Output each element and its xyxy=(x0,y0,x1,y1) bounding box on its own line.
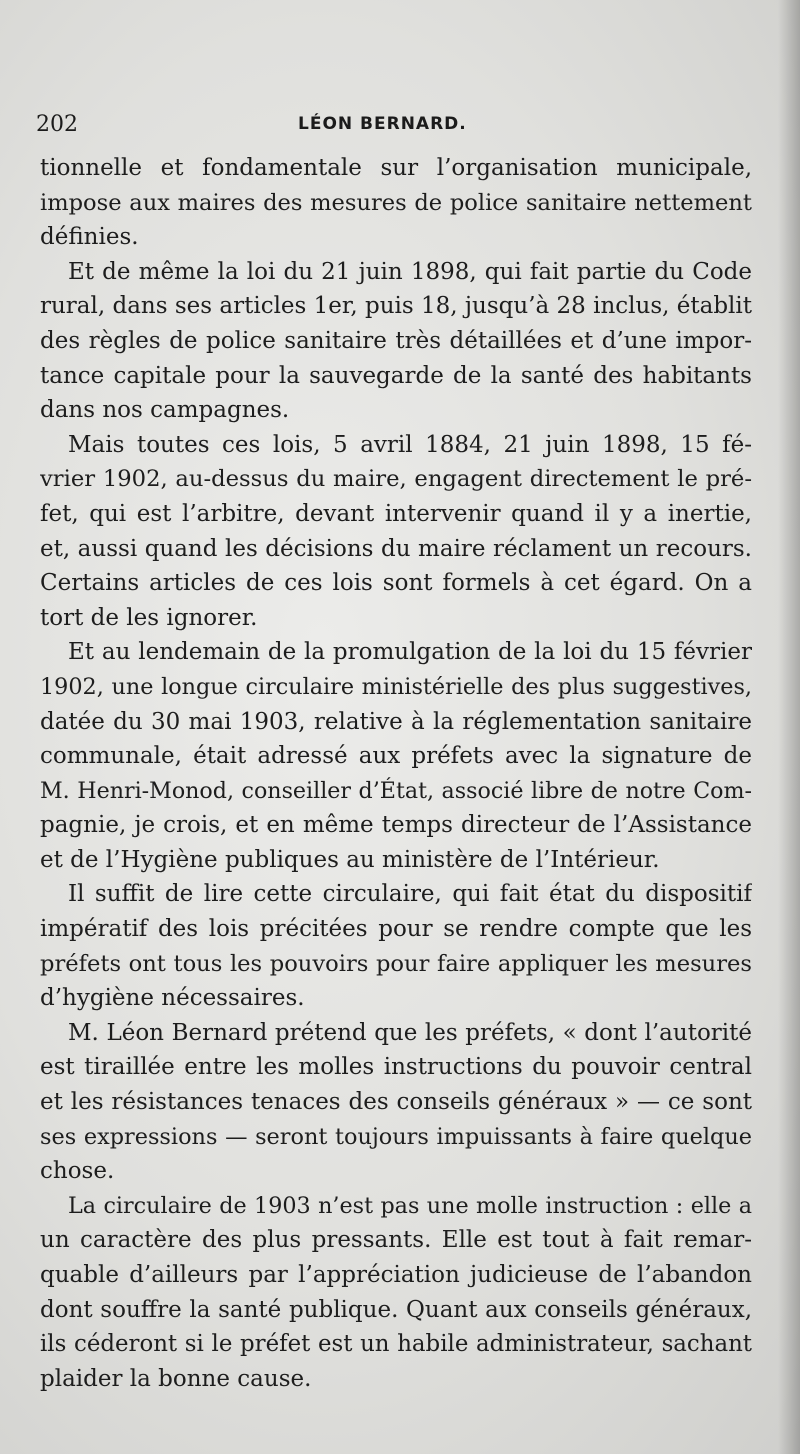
text-line: pagnie, je crois, et en même temps directeur de l’Assistance xyxy=(40,812,752,839)
text-line: et les résistances tenaces des conseils généraux » — ce sont xyxy=(40,1089,752,1116)
text-line: datée du 30 mai 1903, relative à la réglementation sanitaire xyxy=(40,708,752,735)
text-line: d’hygiène nécessaires. xyxy=(40,985,305,1012)
text-line: ils céderont si le préfet est un habile administrateur, sachant xyxy=(40,1331,752,1358)
text-line: communale, était adressé aux préfets avec la signature de xyxy=(40,743,752,770)
text-line: et, aussi quand les décisions du maire réclament un recours. xyxy=(40,535,752,562)
body-text xyxy=(40,151,752,1396)
text-line: impératif des lois précitées pour se rendre compte que les xyxy=(40,916,752,943)
paragraph-first-line: Et de même la loi du 21 juin 1898, qui fait partie du Code xyxy=(68,258,752,285)
paragraph-first-line: Il suffit de lire cette circulaire, qui fait état du dispositif xyxy=(68,881,752,908)
text-line: préfets ont tous les pouvoirs pour faire appliquer les mesures xyxy=(40,950,752,977)
text-line: est tiraillée entre les molles instructions du pouvoir central xyxy=(40,1054,752,1081)
page-number: 202 xyxy=(36,112,78,137)
text-line: rural, dans ses articles 1er, puis 18, jusqu’à 28 inclus, établit xyxy=(40,293,752,320)
text-line: et de l’Hygiène publiques au ministère de l’Intérieur. xyxy=(40,846,660,873)
text-line: vrier 1902, au-dessus du maire, engagent directement le pré- xyxy=(40,466,752,493)
text-line: tance capitale pour la sauvegarde de la santé des habitants xyxy=(40,362,752,389)
paragraph-first-line: Et au lendemain de la promulgation de la loi du 15 février xyxy=(68,639,752,666)
text-line: ses expressions — seront toujours impuissants à faire quelque xyxy=(40,1123,752,1150)
page-edge-shadow xyxy=(778,0,800,1454)
page-header xyxy=(36,112,756,142)
text-line: fet, qui est l’arbitre, devant intervenir quand il y a inertie, xyxy=(40,500,752,527)
text-line: tionnelle et fondamentale sur l’organisation municipale, xyxy=(40,155,752,181)
text-line: dans nos campagnes. xyxy=(40,397,290,424)
paragraph-first-line: Mais toutes ces lois, 5 avril 1884, 21 juin 1898, 15 fé- xyxy=(68,431,752,458)
paragraph-first-line: La circulaire de 1903 n’est pas une molle instruction : elle a xyxy=(68,1192,752,1219)
text-line: tort de les ignorer. xyxy=(40,604,258,631)
text-line: M. Henri-Monod, conseiller d’État, associé libre de notre Com- xyxy=(40,777,752,804)
text-line: plaider la bonne cause. xyxy=(40,1365,312,1392)
text-line: impose aux maires des mesures de police sanitaire nettement xyxy=(40,189,752,216)
text-line: des règles de police sanitaire très détaillées et d’une impor- xyxy=(40,327,752,354)
text-line: un caractère des plus pressants. Elle est tout à fait remar- xyxy=(40,1227,752,1254)
text-line: quable d’ailleurs par l’appréciation judicieuse de l’abandon xyxy=(40,1262,752,1288)
paragraph-first-line: M. Léon Bernard prétend que les préfets, « dont l’autorité xyxy=(68,1019,752,1046)
text-line: 1902, une longue circulaire ministérielle des plus suggestives, xyxy=(40,673,752,700)
text-line: chose. xyxy=(40,1158,115,1185)
text-line: définies. xyxy=(40,224,139,251)
text-line: Certains articles de ces lois sont formels à cet égard. On a xyxy=(40,570,752,597)
text-line: dont souffre la santé publique. Quant aux conseils généraux, xyxy=(40,1296,752,1323)
running-title: LÉON BERNARD. xyxy=(298,114,467,134)
